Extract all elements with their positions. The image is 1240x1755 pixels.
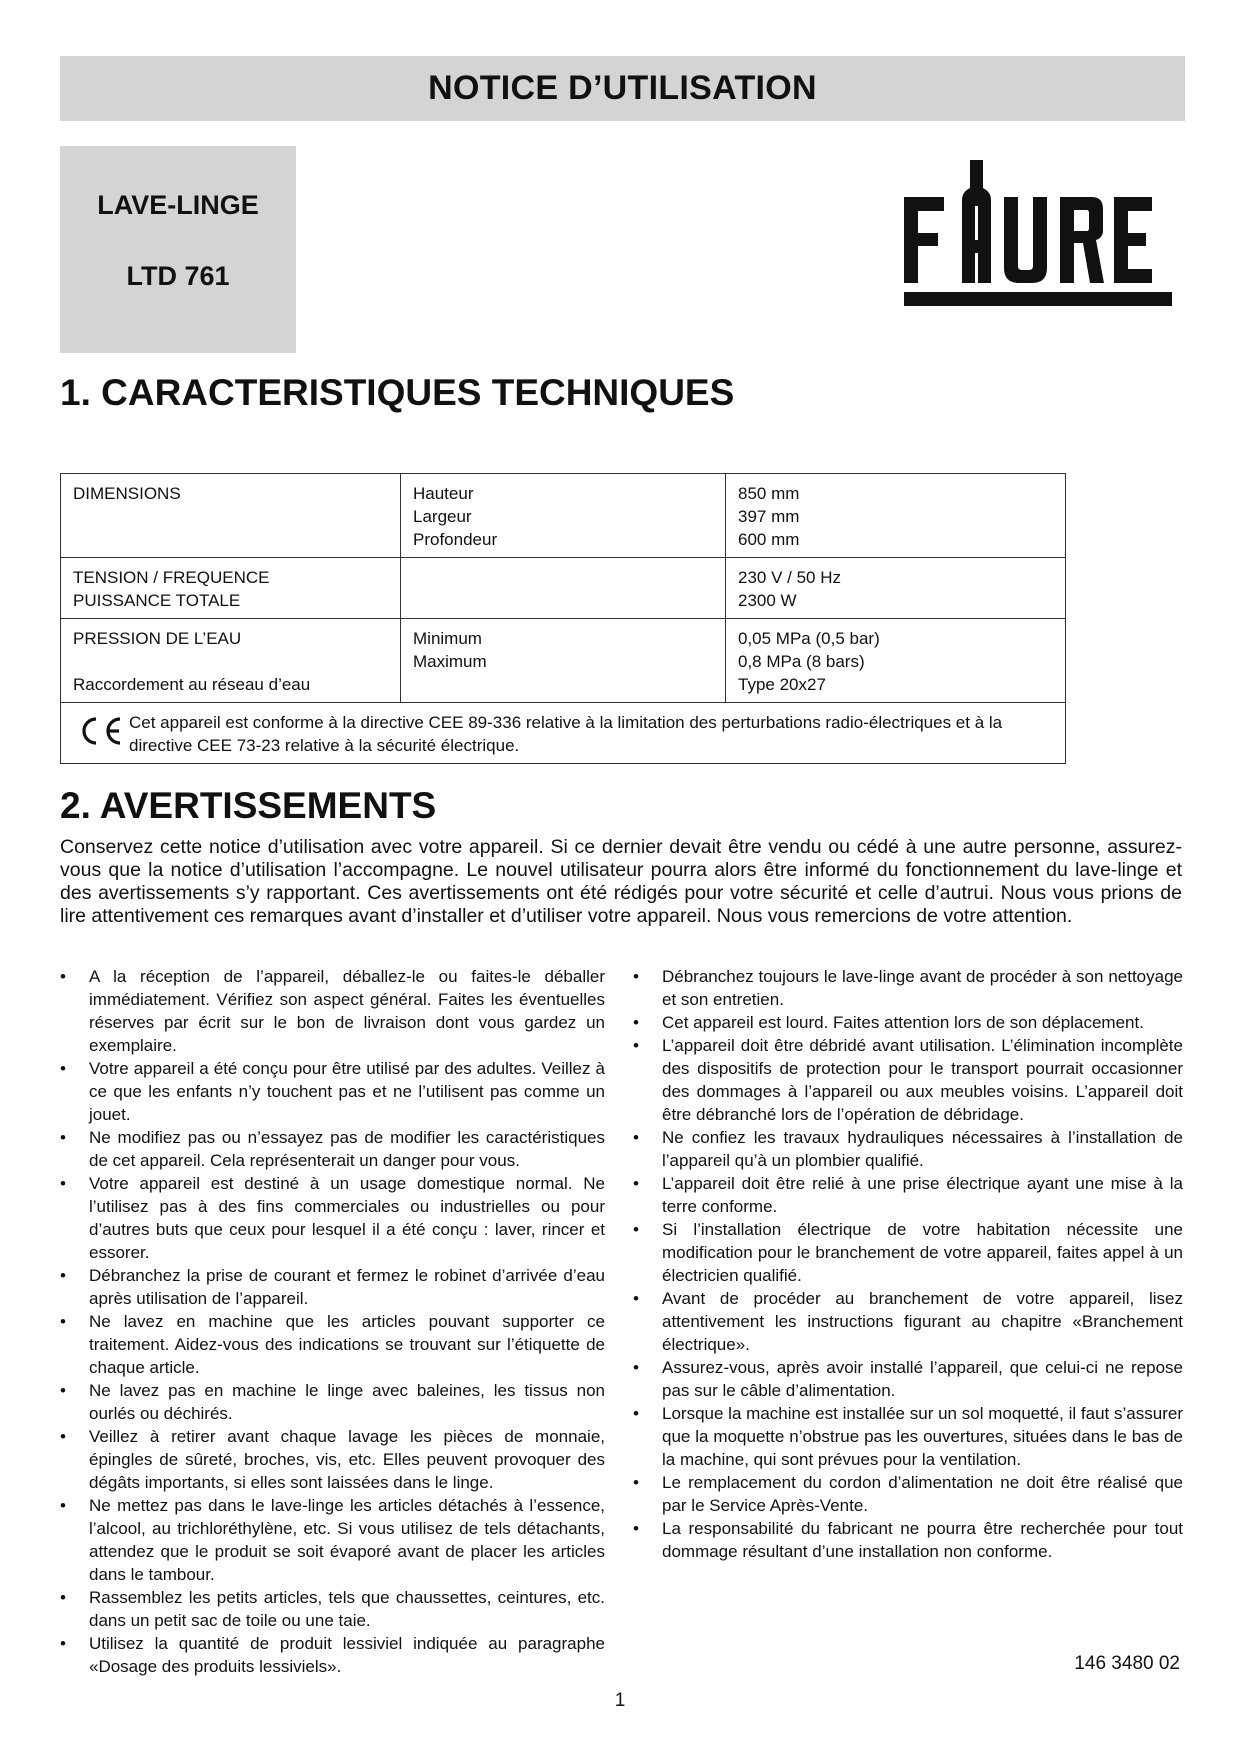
spec-cell: [726, 474, 1066, 558]
spec-text: DIMENSIONS: [73, 484, 181, 503]
spec-cell: [726, 558, 1066, 619]
ce-conformity-text: Cet appareil est conforme à la directive CEE 89-336 relative à la limitation des perturbations radio-électriques et à la directive CEE 73-23 relative à la sécurité électrique.: [129, 713, 1003, 755]
warning-item: • Veillez à retirer avant chaque lavage les pièces de monnaie, épingles de sûreté, broches, vis, etc. Elles peuvent provoquer des dégâts importants, si elles sont laissées dans le linge.: [60, 1425, 605, 1494]
warnings-list-left: [60, 965, 605, 1678]
product-model: LTD 761: [126, 261, 230, 291]
spec-text: PRESSION DE L’EAU: [73, 629, 242, 648]
warning-item: • Lorsque la machine est installée sur un sol moquetté, il faut s’assurer que la moquette n’obstrue pas les ouvertures, situées dans le bas de la machine, qui sont prévues pour la ventilation.: [633, 1402, 1183, 1471]
document-title: NOTICE D’UTILISATION: [428, 69, 817, 107]
spec-cell: [726, 619, 1066, 703]
spec-row: [61, 474, 1066, 558]
spec-text: 850 mm: [738, 484, 800, 503]
spec-text: Minimum: [413, 629, 482, 648]
spec-row: [61, 558, 1066, 619]
product-type: LAVE-LINGE: [97, 190, 259, 220]
spec-row: [61, 619, 1066, 703]
ce-row: [61, 703, 1066, 764]
ce-mark-icon: [73, 711, 129, 747]
spec-text: 600 mm: [738, 530, 800, 549]
spec-text: 2300 W: [738, 591, 797, 610]
warning-item: • Ne confiez les travaux hydrauliques nécessaires à l’installation de l’appareil qu’à un plombier qualifié.: [633, 1126, 1183, 1172]
page-number: 1: [614, 1690, 626, 1711]
spec-text: Maximum: [413, 652, 487, 671]
spec-text: Raccordement au réseau d’eau: [73, 675, 311, 694]
warning-item: • La responsabilité du fabricant ne pourra être recherchée pour tout dommage résultant d’une installation non conforme.: [633, 1517, 1183, 1563]
warning-item: • Ne lavez pas en machine le linge avec baleines, les tissus non ourlés ou déchirés.: [60, 1379, 605, 1425]
spec-text: Type 20x27: [738, 675, 826, 694]
spec-cell: [61, 474, 401, 558]
section-heading-specs: 1. CARACTERISTIQUES TECHNIQUES: [60, 372, 735, 413]
spec-text: Largeur: [413, 507, 472, 526]
warning-item: • Ne modifiez pas ou n’essayez pas de modifier les caractéristiques de cet appareil. Cela représenterait un danger pour vous.: [60, 1126, 605, 1172]
document-title-banner: [60, 56, 1185, 121]
warning-item: • A la réception de l’appareil, déballez-le ou faites-le déballer immédiatement. Vérifiez son aspect général. Faites les éventuelles réserves par écrit sur le bon de livraison dont vous gardez un exemplaire.: [60, 965, 605, 1057]
spec-cell: [401, 558, 726, 619]
spec-text: [73, 650, 388, 673]
spec-text: PUISSANCE TOTALE: [73, 591, 241, 610]
warning-item: • Rassemblez les petits articles, tels que chaussettes, ceintures, etc. dans un petit sac de toile ou une taie.: [60, 1586, 605, 1632]
document-reference: 146 3480 02: [1074, 1653, 1180, 1674]
spec-text: 0,8 MPa (8 bars): [738, 652, 865, 671]
warning-item: • Avant de procéder au branchement de votre appareil, lisez attentivement les instructions figurant au chapitre «Branchement électrique».: [633, 1287, 1183, 1356]
warning-item: • Ne lavez en machine que les articles pouvant supporter ce traitement. Aidez-vous des indications se trouvant sur l’étiquette de chaque article.: [60, 1310, 605, 1379]
spec-cell: [61, 558, 401, 619]
warning-item: • Si l’installation électrique de votre habitation nécessite une modification pour le branchement de votre appareil, faites appel à un électricien qualifié.: [633, 1218, 1183, 1287]
warning-item: • Débranchez toujours le lave-linge avant de procéder à son nettoyage et son entretien.: [633, 965, 1183, 1011]
warning-item: • L’appareil doit être relié à une prise électrique ayant une mise à la terre conforme.: [633, 1172, 1183, 1218]
spec-text: 397 mm: [738, 507, 800, 526]
warning-item: • Cet appareil est lourd. Faites attention lors de son déplacement.: [633, 1011, 1183, 1034]
warning-item: • L’appareil doit être débridé avant utilisation. L’élimination incomplète des dispositifs de protection pour le transport pourrait occasionner des dommages à l’appareil ou aux meubles voisins. L’appareil doit être débranché lors de l’opération de débridage.: [633, 1034, 1183, 1126]
warning-item: • Assurez-vous, après avoir installé l’appareil, que celui-ci ne repose pas sur le câble d’alimentation.: [633, 1356, 1183, 1402]
warning-item: • Votre appareil est destiné à un usage domestique normal. Ne l’utilisez pas à des fins commerciales ou industrielles ou pour d’autres buts que ceux pour lesquel il a été conçu : laver, rincer et essorer.: [60, 1172, 605, 1264]
warning-item: • Débranchez la prise de courant et fermez le robinet d’arrivée d’eau après utilisation de l’appareil.: [60, 1264, 605, 1310]
spec-text: 230 V / 50 Hz: [738, 568, 842, 587]
spec-text: TENSION / FREQUENCE: [73, 568, 270, 587]
spec-text: Profondeur: [413, 530, 498, 549]
warning-item: • Le remplacement du cordon d’alimentation ne doit être réalisé que par le Service Après-Vente.: [633, 1471, 1183, 1517]
spec-cell: [61, 619, 401, 703]
specs-table: [60, 473, 1066, 764]
warnings-intro: Conservez cette notice d’utilisation avec votre appareil. Si ce dernier devait être vendu ou cédé à une autre personne, assurez-vous que la notice d’utilisation l’accompagne. Le nouvel utilisateur pourra alors être informé du fonctionnement du lave-linge et des avertissements s’y rapportant. Ces avertissements ont été rédigés pour votre sécurité et celle d’autrui. Nous vous prions de lire attentivement ces remarques avant d’installer et d’utiliser votre appareil. Nous vous remercions de votre attention.: [60, 836, 1182, 927]
warning-item: • Utilisez la quantité de produit lessiviel indiquée au paragraphe «Dosage des produits lessiviels».: [60, 1632, 605, 1678]
section-heading-warnings: 2. AVERTISSEMENTS: [60, 785, 437, 826]
spec-cell: [401, 474, 726, 558]
spec-text: Hauteur: [413, 484, 474, 503]
faure-logo: [904, 160, 1174, 306]
product-box: [60, 146, 296, 353]
warning-item: • Votre appareil a été conçu pour être utilisé par des adultes. Veillez à ce que les enfants n’y touchent pas et ne l’utilisent pas comme un jouet.: [60, 1057, 605, 1126]
spec-cell: [401, 619, 726, 703]
spec-text: 0,05 MPa (0,5 bar): [738, 629, 880, 648]
warning-item: • Ne mettez pas dans le lave-linge les articles détachés à l’essence, l’alcool, au trichloréthylène, etc. Si vous utilisez de tels détachants, attendez que le produit se soit évaporé avant de placer les articles dans le tambour.: [60, 1494, 605, 1586]
warnings-list-right: [633, 965, 1183, 1563]
